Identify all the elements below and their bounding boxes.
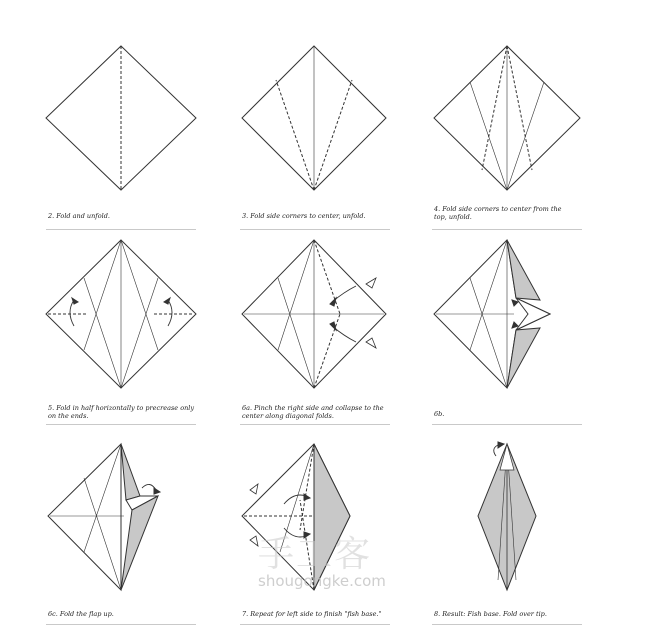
step-6c-diagram — [48, 444, 160, 590]
step-8-diagram — [478, 442, 536, 590]
separator-rule — [46, 229, 196, 230]
watermark-url: shougongke.com — [258, 572, 386, 590]
step-caption: 8. Result: Fish base. Fold over tip. — [434, 610, 547, 618]
watermark-logo: 手工客 — [258, 534, 373, 575]
step-2-diagram — [46, 46, 196, 190]
separator-rule — [432, 624, 582, 625]
step-caption: 6c. Fold the flap up. — [48, 610, 114, 618]
step-caption: 3. Fold side corners to center, unfold. — [242, 212, 366, 220]
separator-rule — [432, 424, 582, 425]
step-caption: 6a. Pinch the right side and collapse to the center along diagonal folds. — [242, 404, 384, 420]
step-caption: 4. Fold side corners to center from the top, unfold. — [434, 205, 562, 221]
step-caption: 6b. — [434, 410, 445, 418]
separator-rule — [432, 229, 582, 230]
step-6a-diagram — [242, 240, 386, 388]
step-caption: 5. Fold in half horizontally to precrease only on the ends. — [48, 404, 195, 420]
separator-rule — [46, 424, 196, 425]
step-3-diagram — [242, 46, 386, 190]
step-caption: 7. Repeat for left side to finish "fish base." — [242, 610, 382, 618]
step-caption: 2. Fold and unfold. — [48, 212, 110, 220]
step-4-diagram — [434, 46, 580, 190]
step-6b-diagram — [434, 240, 550, 388]
separator-rule — [240, 624, 390, 625]
separator-rule — [240, 229, 390, 230]
separator-rule — [240, 424, 390, 425]
step-5-diagram — [46, 240, 196, 388]
separator-rule — [46, 624, 196, 625]
